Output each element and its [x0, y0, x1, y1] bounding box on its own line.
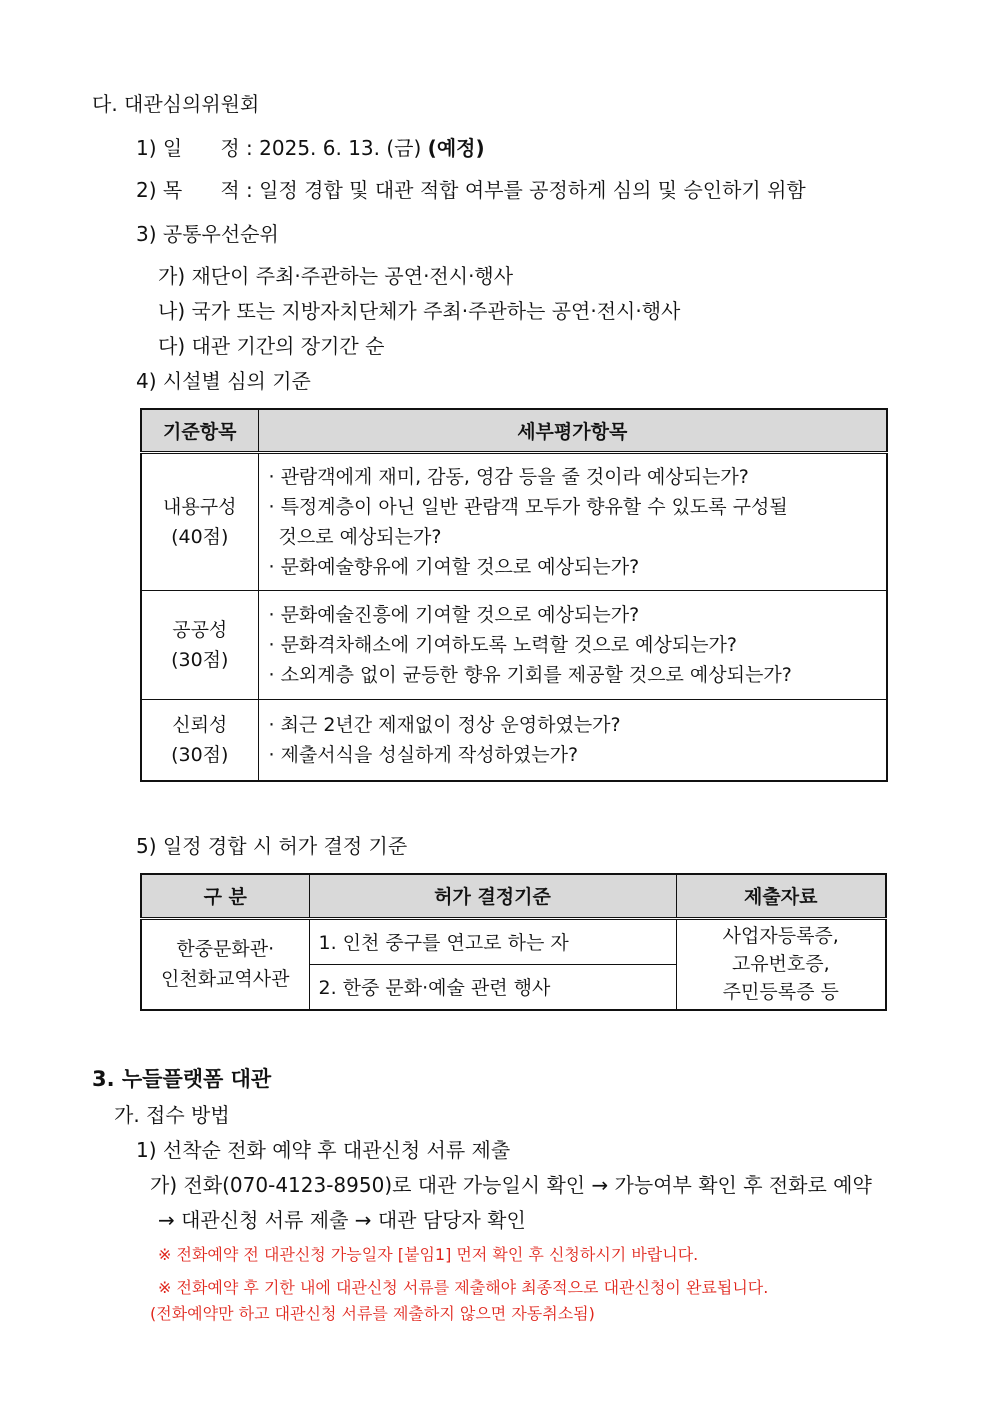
- notice-text: ※ 전화예약 후 기한 내에 대관신청 서류를 제출해야 최종적으로 대관신청이 완료됩니다.: [158, 1278, 769, 1297]
- criteria-table: [140, 408, 888, 782]
- row-category: [141, 452, 258, 590]
- document-item: 사업자등록증,: [722, 925, 839, 948]
- purpose-label: 목 적: [162, 178, 240, 202]
- table-row: [141, 590, 887, 699]
- list-item: · 특정계층이 아닌 일반 관람객 모두가 향유할 수 있도록 구성될: [268, 495, 788, 518]
- schedule-num: 1): [136, 136, 157, 160]
- header-category: 구 분: [141, 874, 309, 918]
- schedule-label: 일 정: [162, 136, 240, 160]
- category-name: 공공성: [172, 618, 228, 641]
- list-item: · 제출서식을 성실하게 작성하였는가?: [268, 743, 579, 766]
- list-item: · 문화예술진흥에 기여할 것으로 예상되는가?: [268, 603, 640, 626]
- schedule-line: [136, 134, 485, 162]
- criteria-title: 4) 시설별 심의 기준: [136, 369, 311, 393]
- table-row: [141, 699, 887, 781]
- purpose-num: 2): [136, 178, 157, 202]
- schedule-value: 2025. 6. 13. (금): [259, 136, 422, 160]
- priority-item: 나) 국가 또는 지방자치단체가 주최·주관하는 공연·전시·행사: [158, 299, 681, 323]
- facility-cell: [141, 918, 309, 1010]
- list-item: · 관람객에게 재미, 감동, 영감 등을 줄 것이라 예상되는가?: [268, 465, 749, 488]
- priority-item: 가) 재단이 주최·주관하는 공연·전시·행사: [158, 264, 514, 288]
- list-item: · 소외계층 없이 균등한 향유 기회를 제공할 것으로 예상되는가?: [268, 663, 792, 686]
- document-item: 고유번호증,: [731, 953, 830, 976]
- section-heading: 다. 대관심의위원회: [92, 92, 260, 116]
- category-points: (30점): [171, 743, 229, 766]
- documents-cell: [676, 918, 886, 1010]
- purpose-value: 일정 경합 및 대관 적합 여부를 공정하게 심의 및 승인하기 위함: [259, 178, 806, 202]
- facility-name: 한중문화관·: [176, 938, 275, 961]
- row-category: [141, 699, 258, 781]
- table-row: [141, 452, 887, 590]
- list-item: 것으로 예상되는가?: [278, 525, 442, 548]
- step-title: 1) 선착순 전화 예약 후 대관신청 서류 제출: [136, 1138, 511, 1162]
- notice-text: ※ 전화예약 전 대관신청 가능일자 [붙임1] 먼저 확인 후 신청하시기 바랍니다.: [158, 1245, 699, 1264]
- list-item: · 문화격차해소에 기여하도록 노력할 것으로 예상되는가?: [268, 633, 737, 656]
- facility-name: 인천화교역사관: [161, 968, 290, 991]
- section3-subtitle: 가. 접수 방법: [114, 1103, 230, 1127]
- purpose-line: [136, 176, 806, 204]
- permit-title: 5) 일정 경합 시 허가 결정 기준: [136, 834, 408, 858]
- priority-title: 3) 공통우선순위: [136, 222, 279, 246]
- permit-table: [140, 873, 887, 1011]
- step-line: 가) 전화(070-4123-8950)로 대관 가능일시 확인 → 가능여부 확인 후 전화로 예약: [150, 1173, 872, 1197]
- row-items: [258, 699, 887, 781]
- list-item: · 최근 2년간 제재없이 정상 운영하였는가?: [268, 713, 621, 736]
- list-item: · 문화예술향유에 기여할 것으로 예상되는가?: [268, 555, 640, 578]
- schedule-sep: :: [246, 136, 253, 160]
- document-item: 주민등록증 등: [722, 981, 839, 1004]
- row-category: [141, 590, 258, 699]
- step-line: → 대관신청 서류 제출 → 대관 담당자 확인: [158, 1208, 526, 1232]
- criteria-cell: 1. 인천 중구를 연고로 하는 자: [309, 918, 676, 964]
- header-criteria: 허가 결정기준: [309, 874, 676, 918]
- row-items: [258, 590, 887, 699]
- notice-text: (전화예약만 하고 대관신청 서류를 제출하지 않으면 자동취소됨): [150, 1304, 595, 1323]
- category-points: (30점): [171, 648, 229, 671]
- header-criteria-item: 기준항목: [141, 409, 258, 452]
- priority-item: 다) 대관 기간의 장기간 순: [158, 334, 385, 358]
- table-row: [141, 918, 886, 964]
- category-name: 신뢰성: [172, 713, 228, 736]
- row-items: [258, 452, 887, 590]
- section3-title: 3. 누들플랫폼 대관: [92, 1067, 272, 1091]
- header-documents: 제출자료: [676, 874, 886, 918]
- criteria-cell: 2. 한중 문화·예술 관련 행사: [309, 964, 676, 1010]
- header-detail-item: 세부평가항목: [258, 409, 887, 452]
- purpose-sep: :: [246, 178, 253, 202]
- category-name: 내용구성: [163, 495, 237, 518]
- category-points: (40점): [171, 525, 229, 548]
- schedule-tag: (예정): [427, 136, 485, 160]
